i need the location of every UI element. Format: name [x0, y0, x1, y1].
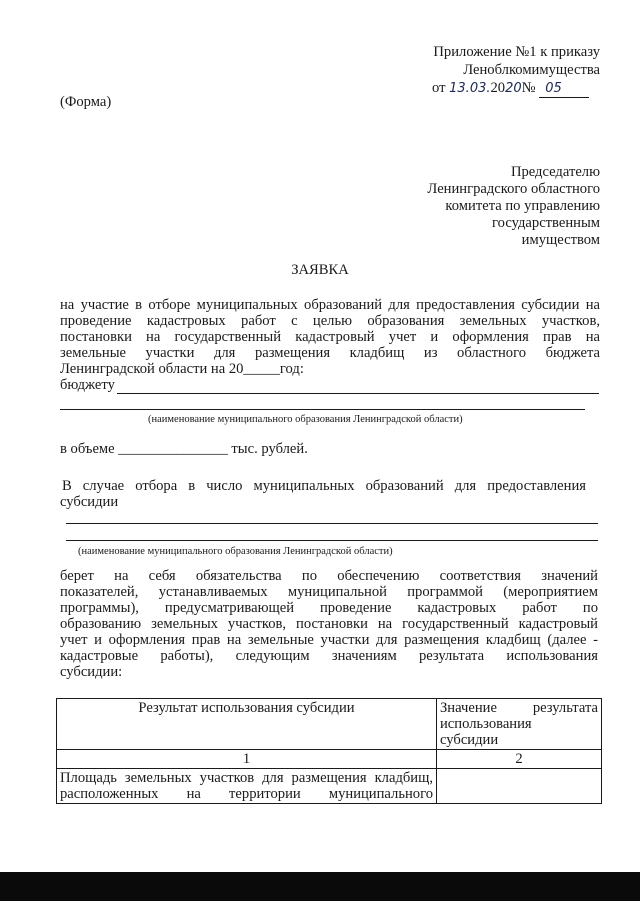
volume-suffix: тыс. рублей. — [231, 441, 308, 457]
header-cell-value — [437, 699, 602, 750]
intro-year-line: Ленинградской области на 20_____год: — [60, 361, 304, 377]
addressee-line: комитета по управлению — [445, 198, 600, 214]
obligations-line: образованию земельных участков, постановки на государственный кадастровый — [60, 616, 598, 632]
obligations-line: программы), предусматривающей проведение кадастровых работ по — [60, 600, 598, 616]
organization-line: Леноблкомимущества — [463, 62, 600, 78]
scan-border — [0, 872, 640, 901]
row-result-cell — [57, 769, 437, 804]
municipality-caption-2: (наименование муниципального образования Ленинградской области) — [78, 546, 393, 557]
row-result-line: Площадь земельных участков для размещения кладбищ, — [60, 770, 433, 786]
intro-line: на участие в отборе муниципальных образований для предоставления субсидии на — [60, 297, 600, 313]
date-year: 20 — [505, 81, 522, 96]
header-value-line: использования — [440, 716, 532, 732]
appendix-line: Приложение №1 к приказу — [433, 44, 600, 60]
addressee-line: имуществом — [521, 232, 600, 248]
order-date-line — [432, 80, 589, 98]
obligations-line: показателей, устанавливаемых муниципальной программой (мероприятием — [60, 584, 598, 600]
municipality-blank-line-3 — [66, 540, 598, 541]
header-result-label: Результат использования субсидии — [138, 700, 355, 716]
date-day-month: 13.03. — [449, 81, 491, 96]
budget-blank-line — [117, 393, 599, 394]
volume-line — [60, 441, 308, 458]
header-value-line: Значение результата — [440, 700, 598, 716]
municipality-blank-line-2 — [66, 523, 598, 524]
obligations-last-line: субсидии: — [60, 664, 123, 680]
intro-line: земельные участки для размещения кладбищ из областного бюджета — [60, 345, 600, 361]
intro-line: постановки на государственный кадастровый учет и оформления прав на — [60, 329, 600, 345]
obligations-line: кадастровые работы), следующим значениям результата использования — [60, 648, 598, 664]
obligations-line: учет и оформления прав на земельные участки для размещения кладбищ (далее - — [60, 632, 598, 648]
addressee-line: Ленинградского областного — [427, 181, 600, 197]
intro-line: проведение кадастровых работ с целью образования земельных участков, — [60, 313, 600, 329]
addressee-line: Председателю — [510, 164, 600, 180]
volume-prefix: в объеме — [60, 441, 115, 457]
number-sign: № — [521, 80, 536, 96]
header-cell-result — [57, 699, 437, 750]
header-value-line: субсидии — [440, 732, 499, 748]
table-header-row — [57, 699, 602, 750]
municipality-caption: (наименование муниципального образования Ленинградской области) — [148, 414, 463, 425]
order-number: 05 — [545, 81, 562, 96]
document-title: ЗАЯВКА — [291, 262, 349, 278]
selection-line-2: субсидии — [60, 494, 119, 510]
addressee-line: государственным — [492, 215, 600, 231]
selection-line: В случае отбора в число муниципальных образований для предоставления — [62, 478, 586, 494]
form-label: (Форма) — [60, 94, 112, 110]
results-table — [56, 698, 602, 804]
municipality-blank-line — [60, 409, 585, 410]
intro-budget-word: бюджету — [60, 377, 115, 393]
date-year-prefix: 20 — [490, 80, 506, 96]
obligations-line: берет на себя обязательства по обеспечению соответствия значений — [60, 568, 598, 584]
number-cell-1: 1 — [57, 750, 437, 769]
row-value-cell — [437, 769, 602, 804]
number-cell-2: 2 — [437, 750, 602, 769]
order-number-field — [539, 80, 589, 98]
date-prefix: от — [432, 80, 446, 96]
table-number-row — [57, 750, 602, 769]
table-row — [57, 769, 602, 804]
row-result-line: расположенных на территории муниципального — [60, 786, 433, 802]
volume-blank: _______________ — [118, 441, 228, 457]
